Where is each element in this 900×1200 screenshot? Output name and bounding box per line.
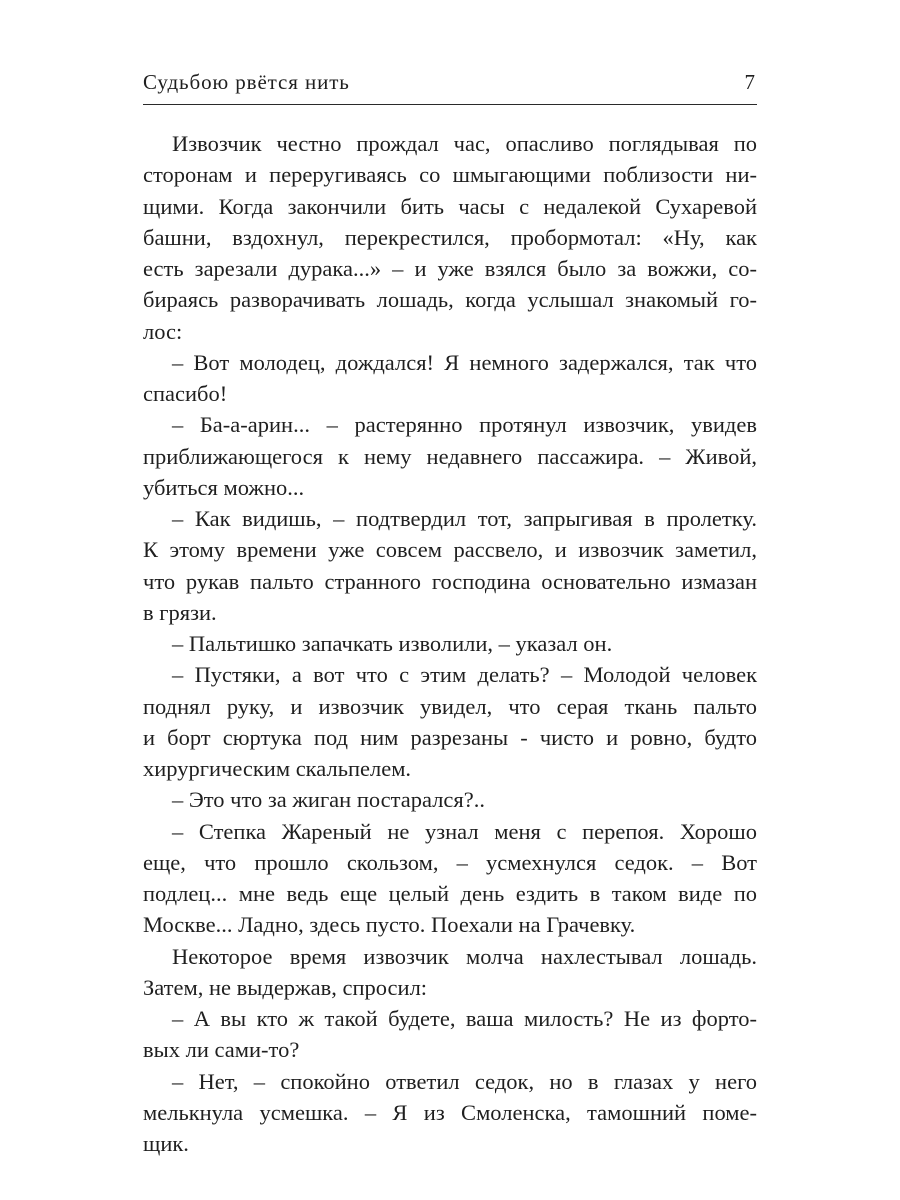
text-line: Некоторое время извозчик молча нахлестывал лошадь. xyxy=(172,943,757,969)
text-line: лос: xyxy=(143,318,183,344)
text-line: и борт сюртука под ним разрезаны - чисто и ровно, будто xyxy=(143,724,757,750)
book-title: Судьбою рвётся нить xyxy=(143,70,350,94)
text-line: вых ли сами-то? xyxy=(143,1037,300,1063)
text-line: – А вы кто ж такой будете, ваша милость? Не из форто- xyxy=(172,1006,757,1031)
text-line: – Пальтишко запачкать изволили, – указал он. xyxy=(172,631,613,656)
text-line: хирургическим скальпелем. xyxy=(143,756,412,781)
text-line: Москве... Ладно, здесь пусто. Поехали на Грачевку. xyxy=(143,912,636,938)
text-line: – Нет, – спокойно ответил седок, но в глазах у него xyxy=(172,1068,757,1094)
text-line: сторонам и переругиваясь со шмыгающими поблизости ни- xyxy=(143,162,757,188)
text-line: – Ба-а-арин... – растерянно протянул извозчик, увидев xyxy=(172,412,757,438)
text-line: есть зарезали дурака...» – и уже взялся было за вожжи, со- xyxy=(143,256,757,281)
text-line: – Пустяки, а вот что с этим делать? – Молодой человек xyxy=(172,662,757,688)
running-head xyxy=(143,68,757,105)
text-line: щик. xyxy=(143,1131,189,1156)
text-line: – Это что за жиган постарался?.. xyxy=(172,787,486,813)
text-line: Затем, не выдержав, спросил: xyxy=(143,974,428,1000)
text-line: что рукав пальто странного господина основательно измазан xyxy=(143,568,757,594)
text-line: мелькнула усмешка. – Я из Смоленска, тамошний поме- xyxy=(143,1099,757,1125)
page-number: 7 xyxy=(744,70,755,94)
body-text xyxy=(143,128,757,1159)
text-line: убиться можно... xyxy=(143,474,305,500)
text-line: спасибо! xyxy=(143,381,228,406)
text-line: башни, вздохнул, перекрестился, пробормотал: «Ну, как xyxy=(143,224,757,250)
text-line: – Вот молодец, дождался! Я немного задержался, так что xyxy=(172,349,757,375)
text-line: приближающегося к нему недавнего пассажира. – Живой, xyxy=(143,443,757,469)
text-line: в грязи. xyxy=(143,599,217,625)
text-line: еще, что прошло скользом, – усмехнулся седок. – Вот xyxy=(143,849,757,875)
text-line: Извозчик честно прождал час, опасливо поглядывая по xyxy=(172,131,757,156)
text-line: поднял руку, и извозчик увидел, что серая ткань пальто xyxy=(143,693,757,719)
text-line: – Степка Жареный не узнал меня с перепоя. Хорошо xyxy=(172,818,757,844)
text-line: бираясь разворачивать лошадь, когда услышал знакомый го- xyxy=(143,287,757,313)
text-line: К этому времени уже совсем рассвело, и извозчик заметил, xyxy=(143,537,757,563)
text-line: подлец... мне ведь еще целый день ездить в таком виде по xyxy=(143,881,757,906)
text-line: – Как видишь, – подтвердил тот, запрыгивая в пролетку. xyxy=(172,506,757,531)
text-line: щими. Когда закончили бить часы с недалекой Сухаревой xyxy=(143,193,757,219)
